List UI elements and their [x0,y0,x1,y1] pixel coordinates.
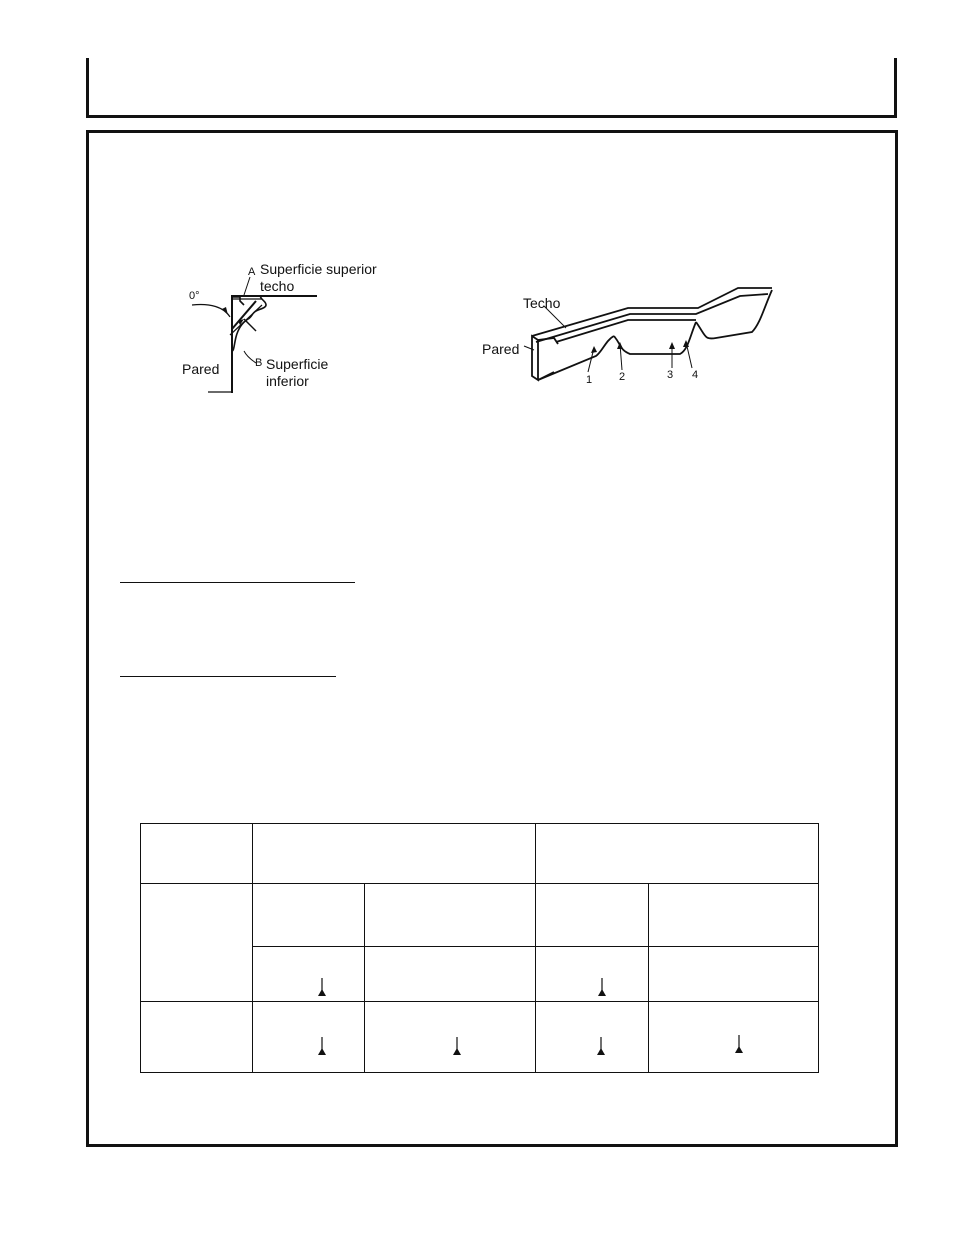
label-wall-right: Pared [482,341,520,357]
callout-2: 2 [619,371,626,383]
section-rule-2 [120,676,336,677]
header-box [86,58,897,118]
label-angle: 0° [189,290,200,302]
label-ceiling-lower: techo [260,278,295,294]
table-row-divider-3 [140,1001,819,1002]
marker-icon [451,1037,463,1055]
table-border-top [140,823,819,824]
table-row-divider-2 [253,946,819,947]
callout-4: 4 [692,369,699,381]
table-border-left [140,823,141,1073]
table-col-divider-4 [648,883,649,1073]
marker-icon [596,978,608,996]
callout-1: 1 [586,374,593,386]
section-rule-1 [120,582,355,583]
table-col-divider-1 [252,823,253,1073]
table-row-divider-1 [140,883,819,884]
label-a: A [248,266,256,278]
label-bottom-surface-2: inferior [266,373,309,389]
marker-icon [316,1037,328,1055]
label-ceiling-right: Techo [523,295,561,311]
label-bottom-surface: Superficie [266,356,329,372]
label-b: B [255,357,263,369]
marker-icon [316,978,328,996]
table-col-divider-3 [535,823,536,1073]
callout-3: 3 [667,369,674,381]
table-border-bottom [140,1072,819,1073]
label-top-surface: Superficie superior [260,261,377,277]
marker-icon [595,1037,607,1055]
settings-table [140,823,819,1073]
marker-icon [733,1035,745,1053]
table-col-divider-2 [364,883,365,1073]
table-border-right [818,823,819,1073]
label-wall-left: Pared [182,361,220,377]
